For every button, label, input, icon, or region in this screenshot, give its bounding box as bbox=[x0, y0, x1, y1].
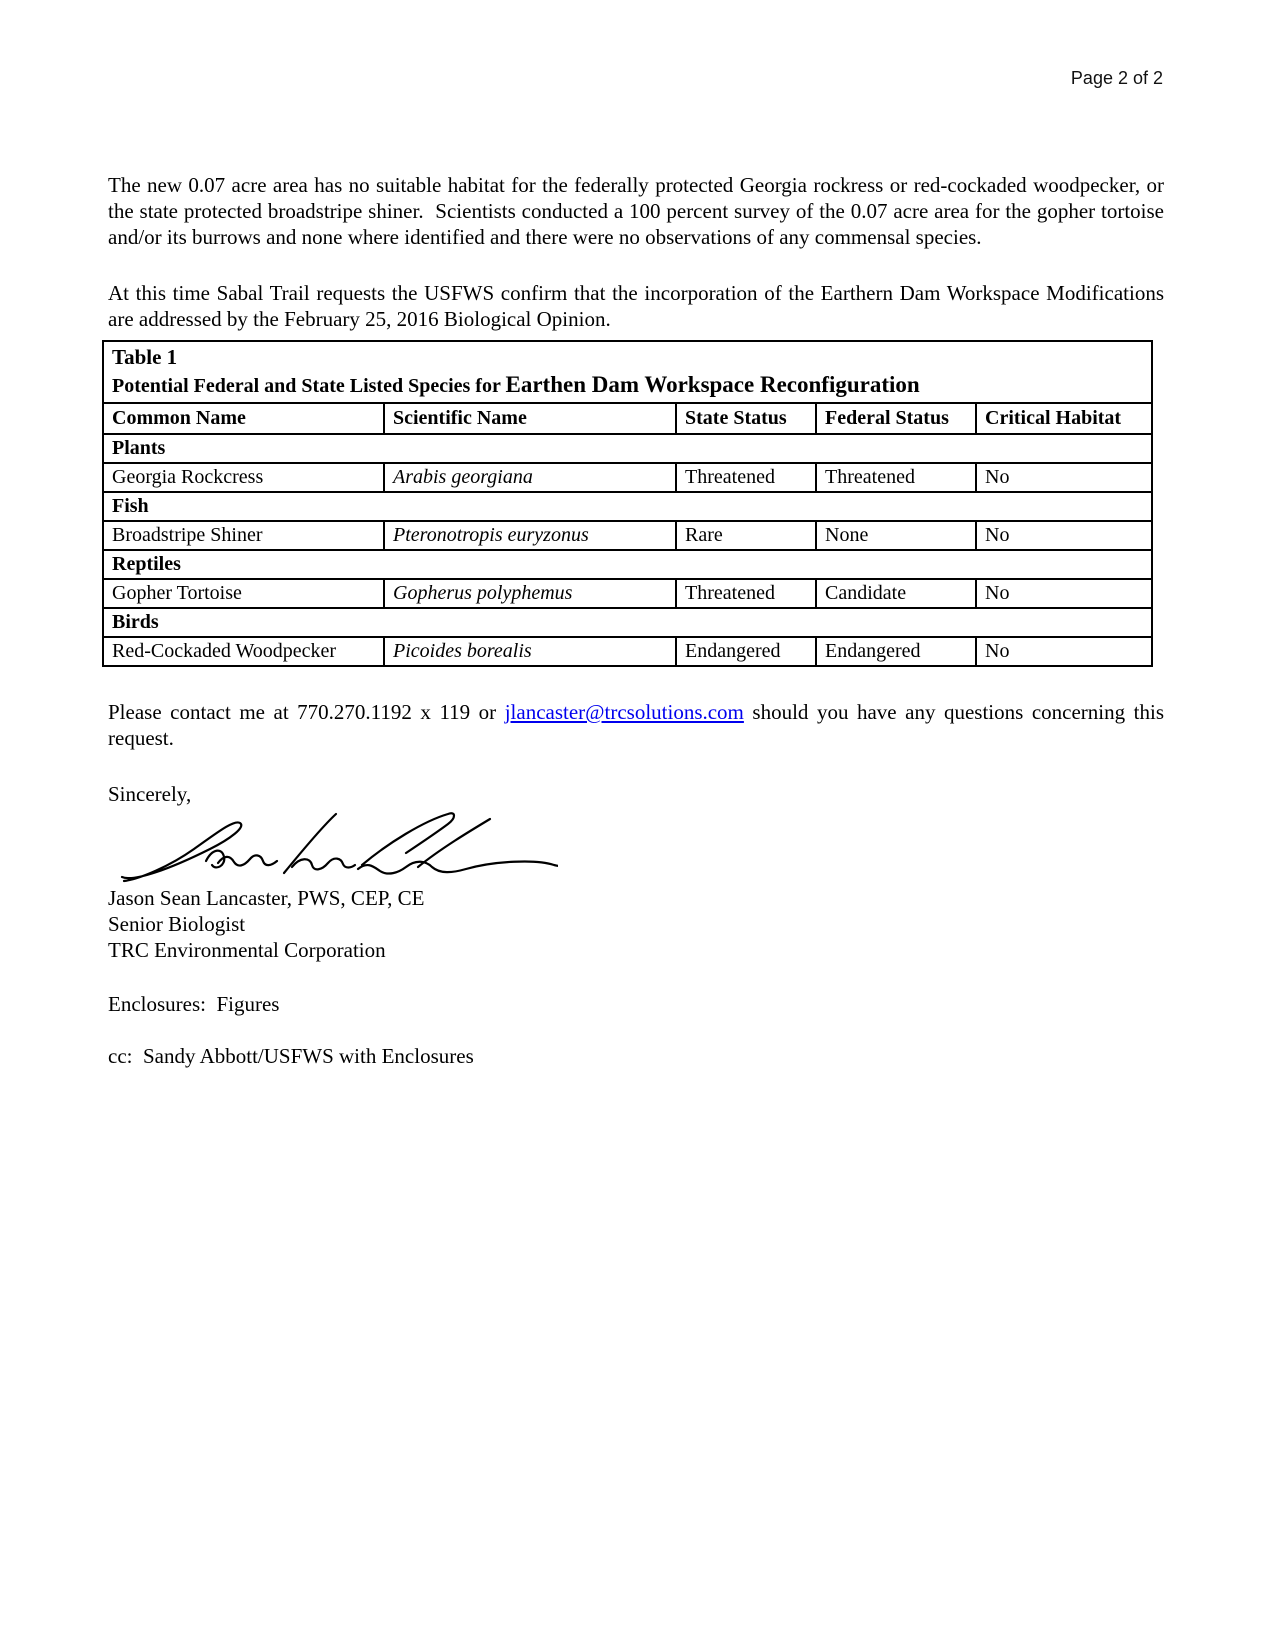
col-header-common-name: Common Name bbox=[103, 403, 384, 434]
group-label: Reptiles bbox=[103, 550, 1152, 579]
paragraph-sabal-trail-request: At this time Sabal Trail requests the USFWS confirm that the incorporation of the Earthern Dam Workspace Modifications are addressed by the February 25, 2016 Biological Opinion. bbox=[108, 281, 1170, 331]
cell-state-status: Threatened bbox=[676, 579, 816, 608]
cell-state-status: Rare bbox=[676, 521, 816, 550]
contact-text-after: should you have any questions concerning this request. bbox=[108, 700, 1170, 750]
group-row-plants bbox=[103, 434, 1152, 463]
species-row-red-cockaded-woodpecker bbox=[103, 637, 1152, 666]
species-row-gopher-tortoise bbox=[103, 579, 1152, 608]
cell-state-status: Threatened bbox=[676, 463, 816, 492]
group-label: Birds bbox=[103, 608, 1152, 637]
cell-common-name: Gopher Tortoise bbox=[103, 579, 384, 608]
contact-text-before: Please contact me at 770.270.1192 x 119 or bbox=[108, 700, 505, 724]
salutation: Sincerely, bbox=[108, 782, 192, 806]
group-row-birds bbox=[103, 608, 1152, 637]
col-header-state-status: State Status bbox=[676, 403, 816, 434]
cell-state-status: Endangered bbox=[676, 637, 816, 666]
table-title: Table 1 bbox=[112, 345, 178, 369]
cell-common-name: Broadstripe Shiner bbox=[103, 521, 384, 550]
cell-scientific-name: Pteronotropis euryzonus bbox=[384, 521, 676, 550]
table-subtitle-prefix: Potential Federal and State Listed Species for bbox=[112, 375, 506, 397]
group-row-reptiles bbox=[103, 550, 1152, 579]
handwritten-signature bbox=[118, 811, 1164, 883]
cell-scientific-name: Arabis georgiana bbox=[384, 463, 676, 492]
signer-name: Jason Sean Lancaster, PWS, CEP, CE bbox=[108, 886, 425, 910]
cell-common-name: Red-Cockaded Woodpecker bbox=[103, 637, 384, 666]
table-subtitle-emphasis: Earthen Dam Workspace Reconfiguration bbox=[505, 372, 920, 397]
cell-federal-status: None bbox=[816, 521, 976, 550]
cell-federal-status: Threatened bbox=[816, 463, 976, 492]
group-label: Fish bbox=[103, 492, 1152, 521]
cell-federal-status: Candidate bbox=[816, 579, 976, 608]
table-header-row bbox=[103, 403, 1152, 434]
signer-title: Senior Biologist bbox=[108, 912, 246, 936]
signature-image bbox=[118, 811, 558, 883]
signature-block bbox=[108, 885, 1164, 963]
cc-line: cc: Sandy Abbott/USFWS with Enclosures bbox=[108, 1044, 474, 1068]
col-header-scientific-name: Scientific Name bbox=[384, 403, 676, 434]
cell-critical-habitat: No bbox=[976, 521, 1152, 550]
col-header-critical-habitat: Critical Habitat bbox=[976, 403, 1152, 434]
group-row-fish bbox=[103, 492, 1152, 521]
cell-scientific-name: Gopherus polyphemus bbox=[384, 579, 676, 608]
col-header-federal-status: Federal Status bbox=[816, 403, 976, 434]
enclosures-line: Enclosures: Figures bbox=[108, 992, 280, 1016]
paragraph-habitat-survey: The new 0.07 acre area has no suitable habitat for the federally protected Georgia rockress or red-cockaded woodpecker, or the state protected broadstripe shiner. Scientists conducted a 100 percent survey of the 0.07 acre area for the gopher tortoise and/or its burrows and none where identified and there were no observations of any commensal species. bbox=[108, 173, 1170, 249]
cell-federal-status: Endangered bbox=[816, 637, 976, 666]
species-table bbox=[102, 340, 1153, 667]
cell-critical-habitat: No bbox=[976, 637, 1152, 666]
table-title-row bbox=[103, 341, 1152, 403]
species-row-georgia-rockcress bbox=[103, 463, 1152, 492]
cell-critical-habitat: No bbox=[976, 579, 1152, 608]
table-subtitle bbox=[112, 371, 1143, 400]
paragraph-contact bbox=[108, 699, 1170, 751]
species-row-broadstripe-shiner bbox=[103, 521, 1152, 550]
letter-body bbox=[108, 172, 1170, 1069]
email-link[interactable]: jlancaster@trcsolutions.com bbox=[504, 700, 744, 724]
cell-critical-habitat: No bbox=[976, 463, 1152, 492]
group-label: Plants bbox=[103, 434, 1152, 463]
page-number: Page 2 of 2 bbox=[1070, 68, 1163, 88]
cell-common-name: Georgia Rockcress bbox=[103, 463, 384, 492]
signer-company: TRC Environmental Corporation bbox=[108, 938, 386, 962]
cell-scientific-name: Picoides borealis bbox=[384, 637, 676, 666]
